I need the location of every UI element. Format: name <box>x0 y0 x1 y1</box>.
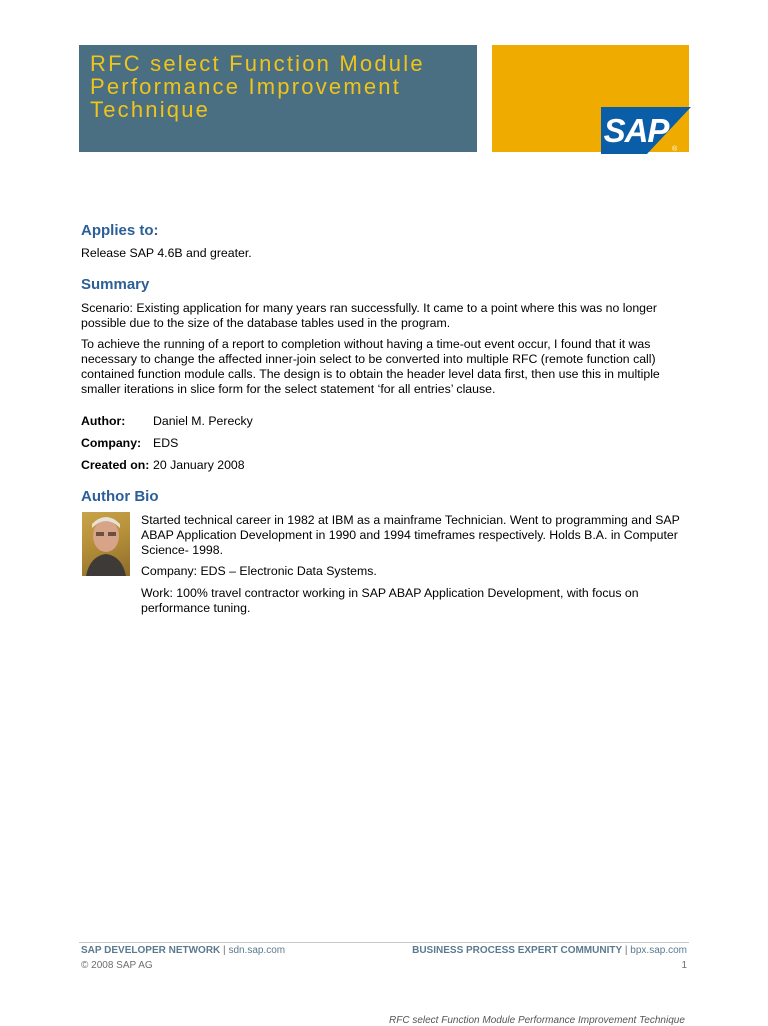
footer-left <box>81 945 285 956</box>
page-number: 1 <box>681 960 687 971</box>
footer-divider <box>79 942 689 943</box>
author-portrait-icon <box>82 512 130 576</box>
author-photo <box>82 512 130 576</box>
document-title: RFC select Function Module Performance Improvement Technique <box>90 51 425 122</box>
sdn-link[interactable]: sdn.sap.com <box>228 945 286 956</box>
footer-right <box>412 945 687 956</box>
bio-paragraph-1: Started technical career in 1982 at IBM as a mainframe Technician. Went to programming and SAP ABAP Application Development in 1990 and 1994 timeframes respectively. Holds B.A. in Computer Science- 1998. <box>141 513 680 557</box>
bpx-link[interactable]: bpx.sap.com <box>630 945 687 956</box>
bio-paragraph-3: Work: 100% travel contractor working in SAP ABAP Application Development, with focus on performance tuning. <box>141 586 639 615</box>
author-value: Daniel M. Perecky <box>153 414 253 428</box>
company-label: Company: <box>81 436 142 450</box>
summary-paragraph-1: Scenario: Existing application for many years ran successfully. It came to a point where this was no longer possible due to the size of the database tables used in the program. <box>81 301 657 330</box>
summary-heading: Summary <box>81 276 150 293</box>
sap-logo-text: SAP <box>603 112 669 149</box>
applies-to-heading: Applies to: <box>81 222 159 239</box>
bpx-brand: BUSINESS PROCESS EXPERT COMMUNITY <box>412 945 623 956</box>
registered-mark: ® <box>672 146 678 153</box>
summary-paragraph-2: To achieve the running of a report to completion without having a time-out event occur, I found that it was necessary to change the affected inner-join select to be converted into multiple RFC (remote function call) contained function module calls. The design is to obtain the header level data first, then use this in multiple smaller iterations in slice form for the select statement ‘for all entries’ clause. <box>81 337 660 396</box>
footer-right-separator: | <box>622 945 631 956</box>
company-value: EDS <box>153 436 179 450</box>
copyright: © 2008 SAP AG <box>81 960 153 971</box>
title-banner <box>79 45 477 152</box>
sap-logo <box>601 107 691 154</box>
sap-brand-block <box>492 45 689 152</box>
author-bio-heading: Author Bio <box>81 488 159 505</box>
created-value: 20 January 2008 <box>153 458 245 472</box>
footer-left-separator: | <box>220 945 229 956</box>
author-label: Author: <box>81 414 126 428</box>
created-label: Created on: <box>81 458 150 472</box>
sdn-brand: SAP DEVELOPER NETWORK <box>81 945 221 956</box>
running-title: RFC select Function Module Performance Improvement Technique <box>389 1015 685 1026</box>
bio-paragraph-2: Company: EDS – Electronic Data Systems. <box>141 564 377 578</box>
applies-to-text: Release SAP 4.6B and greater. <box>81 246 252 260</box>
